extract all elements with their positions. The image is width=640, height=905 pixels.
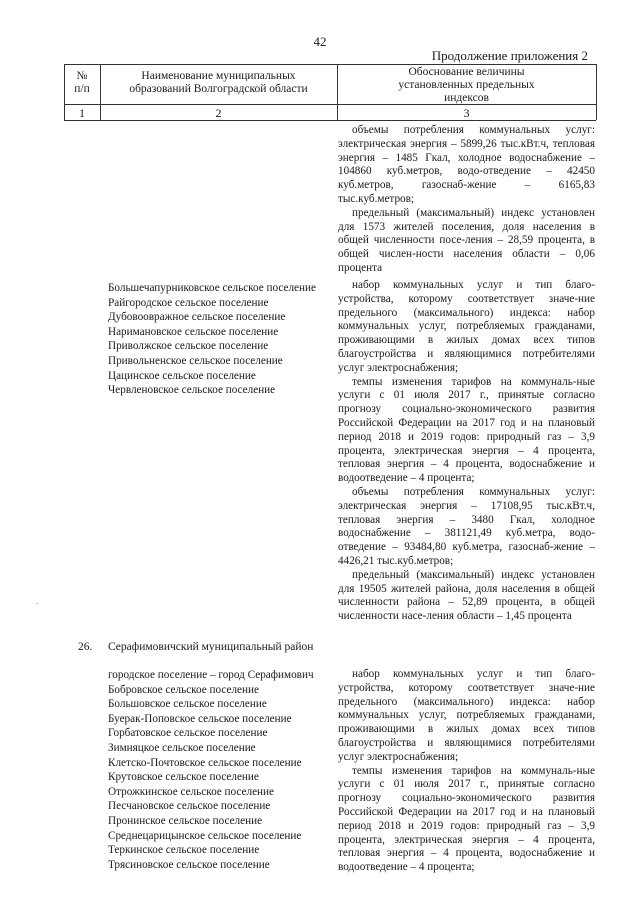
list-item: Отрожкинское сельское поселение (108, 785, 274, 798)
list-item: городское поселение – город Серафимович (108, 669, 314, 681)
entry-26-number: 26. (78, 641, 93, 653)
list-item: Большечапурниковское сельское поселение (108, 282, 316, 294)
table-right-border (596, 64, 597, 120)
block2-justification (338, 279, 595, 624)
header-col-number: № п/п (74, 70, 90, 95)
block2-limit-index: предельный (максимальный) индекс установлен для 19505 жителей района, доля населения в общей численности района – 52,89 процента, в общей численности насе-ления области – 1,45 процента (338, 568, 595, 623)
page-number: 42 (313, 34, 327, 49)
list-item: Привольненское сельское поселение (108, 354, 283, 367)
entry26-settlement-list (108, 668, 314, 872)
table-top-border (64, 64, 596, 65)
list-item: Райгородское сельское поселение (108, 296, 269, 309)
list-item: Большовское сельское поселение (108, 698, 267, 711)
list-item: Цацинское сельское поселение (108, 369, 256, 382)
list-item: Трясиновское сельское поселение (108, 858, 270, 871)
block2-tariff-rates: темпы изменения тарифов на коммуналь-ные услуги с 01 июля 2017 г., принятые согласно прогнозу социально-экономического развития Российской Федерации на 2017 год и на плановый период 2018 и 2019 годов: природный газ – 3,9 процента, электрическая энергия – 4 процента, тепловая энергия – 4 процента, водоснабжение и водоотведение – 4 процента; (338, 375, 595, 485)
list-item: Теркинское сельское поселение (108, 844, 260, 857)
entry26-justification (338, 668, 595, 875)
list-item: Бобровское сельское поселение (108, 683, 259, 696)
list-item: Песчановское сельское поселение (108, 800, 271, 813)
entry26-tariff-rates: темпы изменения тарифов на коммуналь-ные услуги с 01 июля 2017 г., принятые согласно прогнозу социально-экономического развития Российской Федерации на 2017 год и на плановый период 2018 и 2019 годов: природный газ – 3,9 процента, электрическая энергия – 4 процента, тепловая энергия – 4 процента, водоснабжение и водоотведение – 4 процента; (338, 764, 595, 874)
block1-limit-index: предельный (максимальный) индекс установлен для 1573 жителей поселения, доля населения в общей численности посе-ления – 28,59 процента, в общей числен-ности населения области – 0,06 процента (338, 206, 595, 274)
list-item: Приволжское сельское поселение (108, 340, 269, 353)
list-item: Клетско-Почтовское сельское поселение (108, 756, 302, 769)
list-item: Дубовоовражное сельское поселение (108, 311, 286, 324)
block2-settlement-list (108, 281, 316, 398)
header-num-2: 2 (215, 106, 222, 120)
block2-consumption: объемы потребления коммунальных услуг: электрическая энергия – 17108,95 тыс.кВт.ч, тепловая энергия – 3480 Гкал, холодное водоснабжение – 381121,49 куб.метра, водо-отведение – 93484,80 куб.метра, газоснаб-жение – 4426,21 тыс.куб.метров; (338, 485, 595, 567)
header-num-1: 1 (79, 106, 85, 120)
header-num-3: 3 (463, 106, 470, 120)
list-item: Крутовское сельское поселение (108, 771, 259, 784)
list-item: Среднецарицынское сельское поселение (108, 829, 302, 842)
header-col-justification: Обоснование величины установленных предельных индексов (398, 66, 535, 104)
entry-26-title: Серафимовичский муниципальный район (108, 641, 314, 653)
block2-service-set: набор коммунальных услуг и тип благо-устройства, которому соответствует значе-ние предельного (максимального) индекса: набор коммунальных услуг, потребляемых гражданами, проживающими в жилых домах всех типов благоустройства и являющимися потребителями услуг электроснабжения; (338, 279, 595, 374)
list-item: Пронинское сельское поселение (108, 814, 263, 827)
block1-justification (338, 124, 595, 276)
entry26-service-set: набор коммунальных услуг и тип благо-устройства, которому соответствует значе-ние предельного (максимального) индекса: набор коммунальных услуг, потребляемых гражданами, проживающими в жилых домах всех типов благоустройства и являющимися потребителями услуг электроснабжения; (338, 668, 595, 763)
list-item: Буерак-Поповское сельское поселение (108, 712, 292, 725)
list-item: Горбатовское сельское поселение (108, 727, 268, 740)
block1-consumption: объемы потребления коммунальных услуг: электрическая энергия – 5899,26 тыс.кВт.ч, тепловая энергия – 1485 Гкал, холодное водоснабжение – 104860 куб.метров, водо-отведение – 42450 куб.метров, газоснаб-жение – 6165,83 тыс.куб.метров; (338, 124, 595, 205)
list-item: Зимняцкое сельское поселение (108, 741, 256, 754)
margin-mark: . (36, 596, 39, 606)
list-item: Наримановское сельское поселение (108, 325, 279, 338)
header-col-municipality: Наименование муниципальных образований Волгоградской области (129, 70, 308, 95)
list-item: Червленовское сельское поселение (108, 384, 276, 397)
continuation-label: Продолжение приложения 2 (431, 48, 588, 63)
